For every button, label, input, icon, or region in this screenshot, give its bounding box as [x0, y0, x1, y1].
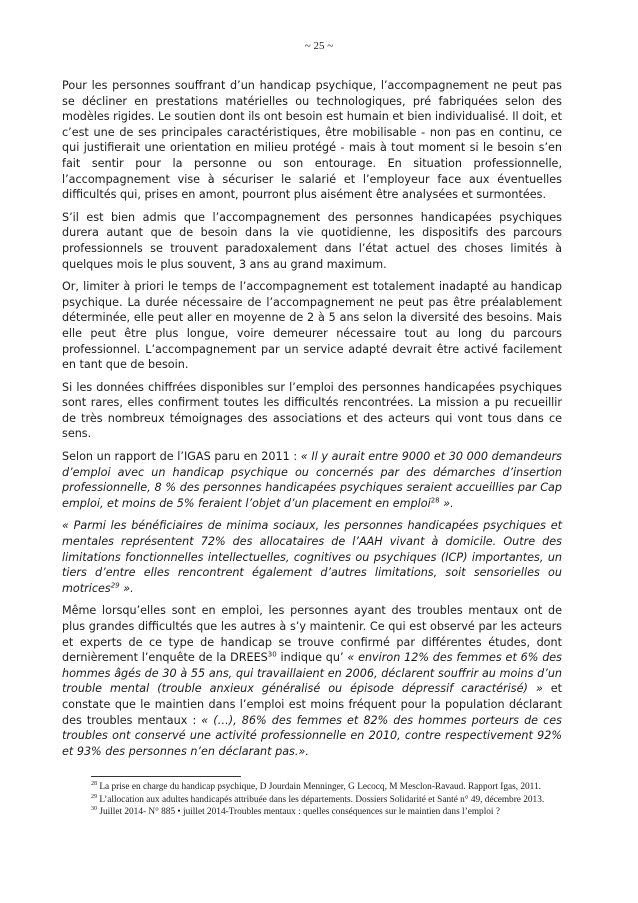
footnote-text: Juillet 2014- N° 885 • juillet 2014-Troubles mentaux : quelles conséquences sur le maintien dans l’emploi ? — [97, 807, 500, 817]
paragraph-6 — [62, 518, 562, 596]
footnote-text: La prise en charge du handicap psychique, D Jourdain Menninger, G Lecocq, M Mesclon-Ravaud. Rapport Igas, 2011. — [97, 782, 541, 792]
footnote-30 — [91, 807, 551, 819]
footnote-number: 30 — [91, 805, 97, 812]
paragraph-7 — [62, 603, 562, 759]
footnote-text: L’allocation aux adultes handicapés attribuée dans les départements. Dossiers Solidarité et Santé n° 49, décembre 2013. — [97, 794, 545, 805]
drees-quote-2: « (…), 86% des femmes et 82% des hommes porteurs de ces troubles ont conservé une activité professionnelle en 2010, contre respectivement 92% et 93% des personnes n’en déclarant pas.». — [62, 713, 562, 758]
footnote-29 — [91, 795, 551, 807]
footnote-number: 28 — [91, 780, 97, 787]
minima-quote-end: ». — [119, 581, 134, 595]
igas-intro: Selon un rapport de l’IGAS paru en 2011 : — [62, 450, 301, 464]
footnote-28 — [91, 782, 551, 794]
footnotes — [91, 782, 551, 820]
igas-quote: « Il y aurait entre 9000 et 30 000 demandeurs d’emploi avec un handicap psychique ou concernés par des démarches d’insertion professionnelle, 8 % des personnes handicapées psychiques seraient accueillies par Cap emploi, et moins de 5% feraient l’objet d’un placement en emploi — [62, 450, 562, 510]
footnote-number: 29 — [91, 793, 97, 800]
footnote-separator — [91, 776, 241, 777]
paragraph-3: Or, limiter à priori le temps de l’accompagnement est totalement inadapté au handicap psychique. La durée nécessaire de l’accompagnement ne peut pas être préalablement déterminée, elle peut aller en moyenne de 2 à 5 ans selon la diversité des besoins. Mais elle peut être plus longue, voire demeurer nécessaire tout au long du parcours professionnel. L’accompagnement par un service adapté devrait être activé facilement en tant que de besoin. — [62, 280, 562, 372]
minima-quote: « Parmi les bénéficiaires de minima sociaux, les personnes handicapées psychiques et mentales représentent 72% des allocataires de l’AAH vivant à domicile. Outre des limitations fonctionnelles intellectuelles, cognitives ou psychiques (ICP) importantes, un tiers d’entre elles rencontrent également d’autres limitations, soit sensorielles ou motrices — [62, 519, 562, 595]
igas-quote-end: ». — [439, 496, 454, 510]
page-number: ~ 25 ~ — [304, 40, 334, 52]
paragraph-4: Si les données chiffrées disponibles sur l’emploi des personnes handicapées psychiques sont rares, elles confirment toutes les difficultés rencontrées. La mission a pu recueillir de très nombreux témoignages des associations et des acteurs qui vont tous dans ce sens. — [62, 380, 562, 441]
paragraph-2: S’il est bien admis que l’accompagnement des personnes handicapées psychiques durera autant que de besoin dans la vie quotidienne, les dispositifs des parcours professionnels se trouvent paradoxalement dans l’état actuel des choses limités à quelques mois le plus souvent, 3 ans au grand maximum. — [62, 210, 562, 271]
paragraph-5 — [62, 449, 562, 511]
body-text — [62, 78, 562, 766]
emploi-text-b: indique qu’ — [276, 651, 348, 665]
paragraph-1: Pour les personnes souffrant d’un handicap psychique, l’accompagnement ne peut pas se décliner en prestations matérielles ou technologiques, pré fabriquées selon des modèles rigides. Le soutien dont ils ont besoin est humain et bien individualisé. Il doit, et c’est une de ses principales caractéristiques, être mobilisable - non pas en continu, ce qui justifierait une orientation en milieu protégé - mais à tout moment si le besoin s’en fait sentir pour la personne ou son entourage. En situation professionnelle, l’accompagnement vise à sécuriser le salarié et l’employeur face aux éventuelles difficultés qui, prises en amont, pourront plus aisément être analysées et surmontées. — [62, 79, 563, 202]
footnote-ref-30: 30 — [267, 650, 277, 659]
footnote-ref-28: 28 — [430, 496, 440, 505]
emploi-text-c: et constate que le maintien dans l’emploi est moins fréquent pour la population déclarant des troubles mentaux : — [62, 682, 563, 727]
drees-quote-1: « environ 12% des femmes et 6% des hommes âgés de 30 à 55 ans, qui travaillaient en 2006, déclarent souffrir au moins d’un trouble mental (trouble anxieux généralisé ou épisode dépressif caractérisé) » — [62, 651, 563, 696]
footnote-ref-29: 29 — [110, 581, 120, 590]
emploi-text-a: Même lorsqu’elles sont en emploi, les personnes ayant des troubles mentaux ont de plus grandes difficultés que les autres à s’y maintenir. Ce qui est observé par les acteurs et experts de ce type de handicap se trouve confirmé par différentes études, dont dernièrement l’enquête de la DREES — [62, 604, 562, 665]
